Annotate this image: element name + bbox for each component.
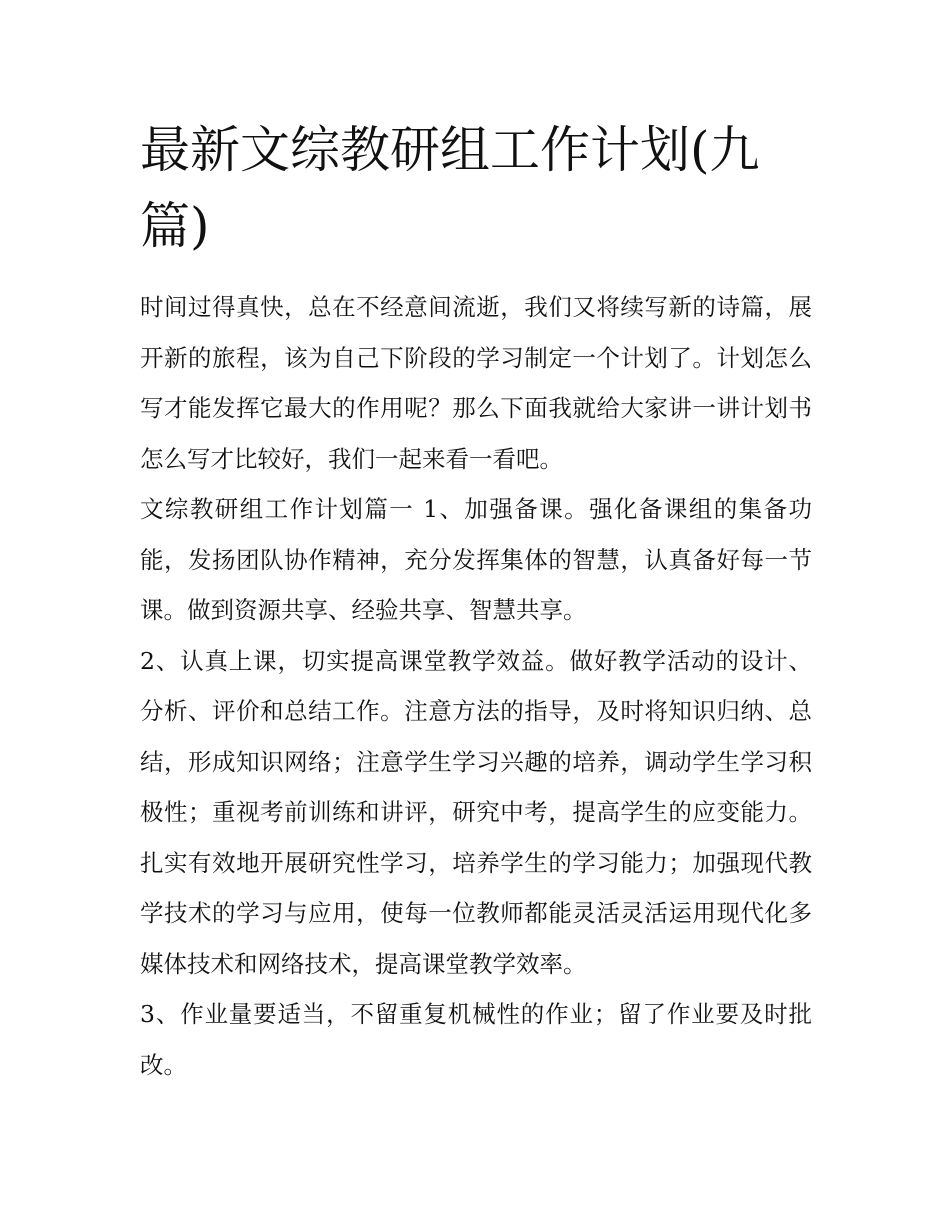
paragraph-plan-1: 文综教研组工作计划篇一 1、加强备课。强化备课组的集备功能，发扬团队协作精神，充分发挥集体的智慧，认真备好每一节课。做到资源共享、经验共享、智慧共享。 [140,495,812,624]
document-page [140,112,812,1090]
paragraph-plan-3: 3、作业量要适当，不留重复机械性的作业；留了作业要及时批改。 [140,1000,812,1079]
paragraph-plan-2: 2、认真上课，切实提高课堂教学效益。做好教学活动的设计、分析、评价和总结工作。注意方法的指导，及时将知识归纳、总结，形成知识网络；注意学生学习兴趣的培养，调动学生学习积极性；重视考前训练和讲评，研究中考，提高学生的应变能力。扎实有效地开展研究性学习，培养学生的学习能力；加强现代教学技术的学习与应用，使每一位教师都能灵活灵活运用现代化多媒体技术和网络技术，提高课堂教学效率。 [140,646,812,978]
document-title: 最新文综教研组工作计划(九篇) [140,121,760,255]
paragraph-intro: 时间过得真快，总在不经意间流逝，我们又将续写新的诗篇，展开新的旅程，该为自己下阶段的学习制定一个计划了。计划怎么写才能发挥它最大的作用呢？那么下面我就给大家讲一讲计划书怎么写才比较好，我们一起来看一看吧。 [140,293,812,473]
document-body [140,282,812,1090]
